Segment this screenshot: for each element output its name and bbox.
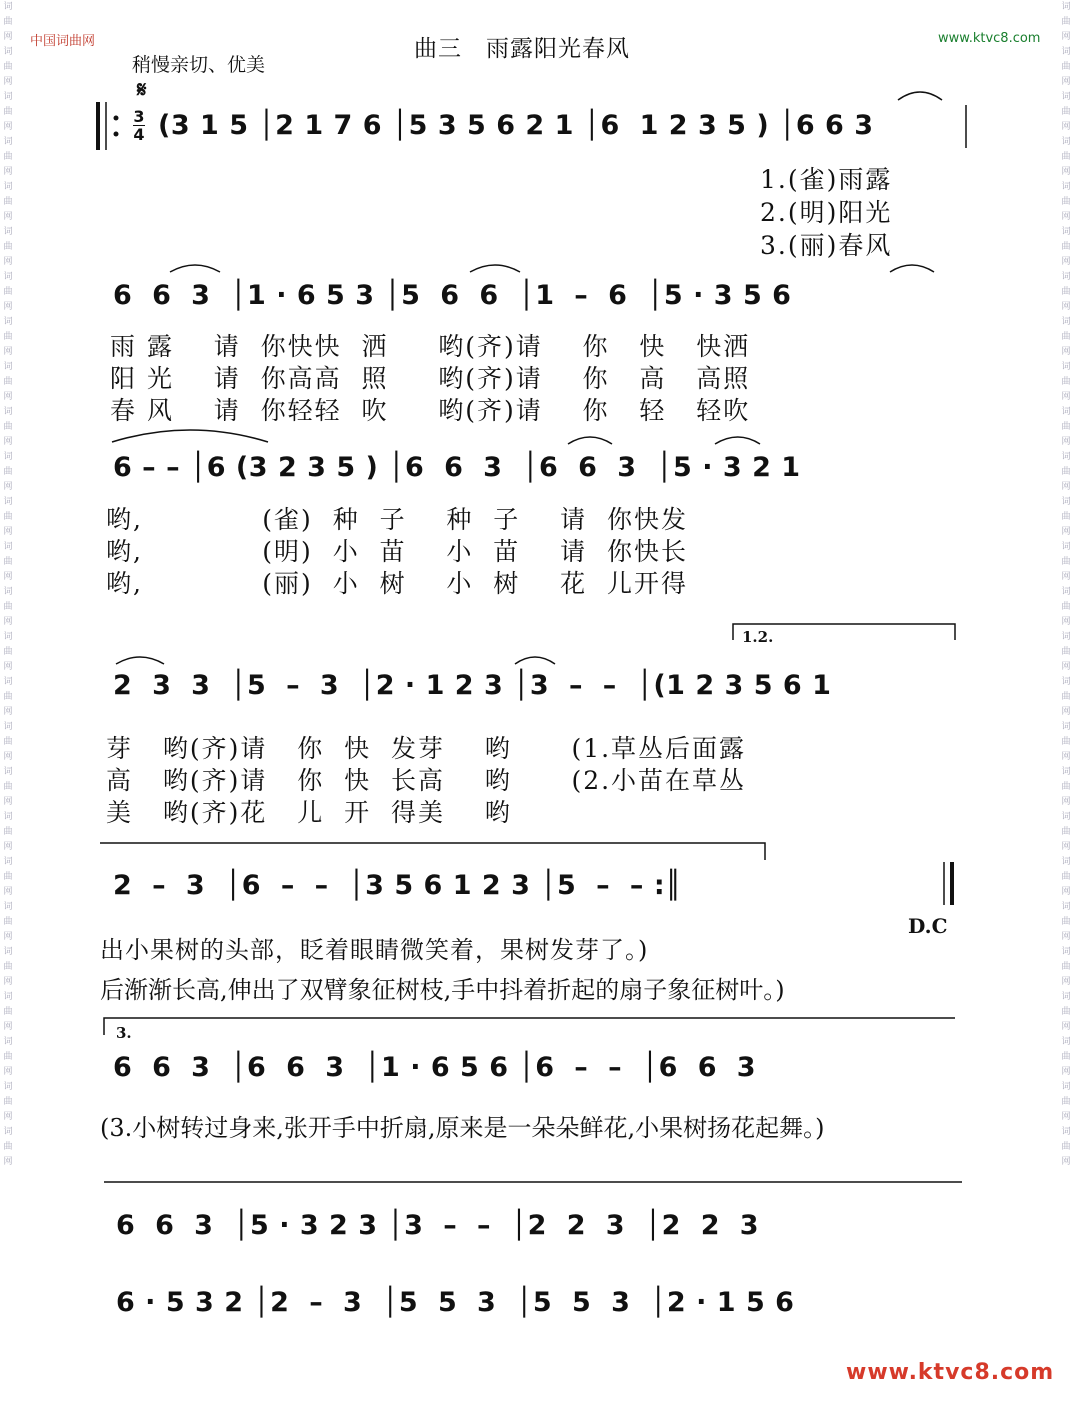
volta-bracket-1-2-cont bbox=[100, 843, 765, 860]
volta-bracket-1-2 bbox=[733, 624, 955, 640]
lyric-s4-verse-2: 高 哟(齐)请 你 快 长高 哟 (2.小苗在草丛 bbox=[106, 766, 747, 795]
lyric-s2-verse-1: 雨 露 请 你快快 洒 哟(齐)请 你 快 快洒 bbox=[110, 332, 751, 361]
slur-s2a bbox=[170, 265, 220, 272]
slur-s2b bbox=[470, 265, 520, 272]
lyric-s3-verse-2: 哟, (明) 小 苗 小 苗 请 你快长 bbox=[106, 537, 688, 566]
right-watermark-strip: 词曲网词曲网词曲网词曲网词曲网词曲网词曲网词曲网词曲网词曲网词曲网词曲网词曲网词曲网词曲网词曲网词曲网词曲网词曲网词曲网词曲网词曲网词曲网词曲网词曲网词曲网 bbox=[1061, 2, 1071, 1167]
notes-system-8: 6 · 5 3 2 │2 – 3 │5 5 3 │5 5 3 │2 · 1 5 6 bbox=[116, 1287, 795, 1318]
volta-label-3: 3. bbox=[116, 1024, 132, 1042]
time-signature-bottom: 4 bbox=[133, 125, 145, 144]
notes-system-6: 6 6 3 │6 6 3 │1 · 6 5 6 │6 – – │6 6 3 bbox=[113, 1052, 757, 1083]
notes-system-4: 2 3 3 │5 – 3 │2 · 1 2 3 │3 – – │(1 2 3 5 6 1 bbox=[113, 670, 832, 701]
footer-site-url: www.ktvc8.com bbox=[846, 1360, 1055, 1385]
lyric-s2-verse-2: 阳 光 请 你高高 照 哟(齐)请 你 高 高照 bbox=[110, 364, 751, 393]
volta-label-1-2: 1.2. bbox=[742, 628, 774, 646]
lyric-s3-verse-3: 哟, (丽) 小 树 小 树 花 儿开得 bbox=[106, 569, 688, 598]
left-watermark-strip: 词曲网词曲网词曲网词曲网词曲网词曲网词曲网词曲网词曲网词曲网词曲网词曲网词曲网词曲网词曲网词曲网词曲网词曲网词曲网词曲网词曲网词曲网词曲网词曲网词曲网词曲网 bbox=[3, 2, 13, 1167]
site-name-left: 中国词曲网 bbox=[30, 34, 96, 49]
lyric-s4-verse-3: 美 哟(齐)花 儿 开 得美 哟 bbox=[106, 798, 512, 827]
lyric-s1-verse-3: 3.(丽)春风 bbox=[760, 231, 893, 260]
lyric-s1-verse-2: 2.(明)阳光 bbox=[760, 198, 893, 227]
repeat-dot-upper bbox=[114, 116, 119, 121]
slur-s4a bbox=[116, 657, 164, 664]
page-title: 曲三 雨露阳光春风 bbox=[414, 36, 630, 62]
slur-s3b bbox=[568, 437, 612, 444]
da-capo-marking: D.C bbox=[908, 914, 948, 938]
notes-system-7: 6 6 3 │5 · 3 2 3 │3 – – │2 2 3 │2 2 3 bbox=[116, 1210, 760, 1241]
lyric-s5-line-2: 后渐渐长高,伸出了双臂象征树枝,手中抖着折起的扇子象征树叶。) bbox=[100, 976, 785, 1004]
lyric-s4-verse-1: 芽 哟(齐)请 你 快 发芽 哟 (1.草丛后面露 bbox=[106, 734, 747, 763]
tempo-marking: 稍慢亲切、优美 bbox=[132, 54, 266, 76]
lyric-s1-verse-1: 1.(雀)雨露 bbox=[760, 165, 893, 194]
site-url-right: www.ktvc8.com bbox=[938, 31, 1041, 46]
slur-s4b bbox=[515, 657, 555, 664]
slur-s1 bbox=[898, 92, 942, 100]
slur-s2c bbox=[890, 265, 934, 272]
volta-bracket-3 bbox=[104, 1018, 955, 1035]
slur-s3a bbox=[112, 430, 268, 442]
notes-system-5: 2 – 3 │6 – – │3 5 6 1 2 3 │5 – – :║ bbox=[113, 870, 682, 901]
lyric-s6-line-1: (3.小树转过身来,张开手中折扇,原来是一朵朵鲜花,小果树扬花起舞。) bbox=[100, 1114, 825, 1142]
notes-system-3: 6 – – │6 (3 2 3 5 ) │6 6 3 │6 6 3 │5 · 3 2 1 bbox=[113, 452, 801, 483]
lyric-s5-line-1: 出小果树的头部，眨着眼睛微笑着，果树发芽了。) bbox=[100, 936, 649, 964]
slur-s3c bbox=[715, 437, 760, 444]
segno-icon: 𝄋 bbox=[137, 78, 147, 103]
lyric-s2-verse-3: 春 风 请 你轻轻 吹 哟(齐)请 你 轻 轻吹 bbox=[110, 396, 751, 425]
lyric-s3-verse-1: 哟, (雀) 种 子 种 子 请 你快发 bbox=[106, 505, 688, 534]
notes-system-2: 6 6 3 │1 · 6 5 3 │5 6 6 │1 – 6 │5 · 3 5 6 bbox=[113, 280, 792, 311]
repeat-dot-lower bbox=[114, 132, 119, 137]
notes-system-1: (3 1 5 │2 1 7 6 │5 3 5 6 2 1 │6 1 2 3 5 ) │6 6 3 bbox=[158, 110, 874, 141]
time-signature-top: 3 bbox=[133, 107, 145, 126]
